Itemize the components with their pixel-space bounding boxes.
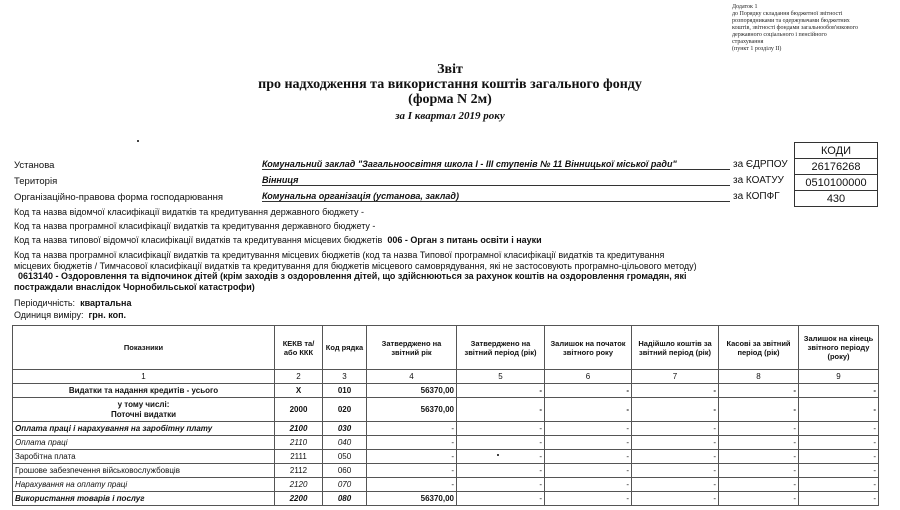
cell-received: -	[632, 478, 719, 492]
cell-approved-year: -	[367, 464, 457, 478]
table-body	[13, 384, 879, 506]
local-dept-classification	[14, 235, 542, 245]
cell-rest-end: -	[799, 478, 879, 492]
cell-code: 060	[323, 464, 367, 478]
report-form: (форма N 2м)	[408, 92, 492, 107]
cell-rest-start: -	[545, 398, 632, 422]
cell-rest-end: -	[799, 450, 879, 464]
report-title: Звіт	[437, 62, 463, 77]
col-number: 4	[367, 370, 457, 384]
cell-approved-period: -	[457, 436, 545, 450]
col-header-rest-end: Залишок на кінець звітного періоду (року)	[799, 326, 879, 370]
scan-speck	[497, 454, 499, 456]
local-dept-label: Код та назва типової відомчої класифікації видатків та кредитування місцевих бюджетів	[14, 235, 383, 245]
note-line: страхування	[732, 39, 764, 45]
col-header-rest-start: Залишок на початок звітного року	[545, 326, 632, 370]
cell-cash: -	[719, 492, 799, 506]
cell-kekv: 2111	[275, 450, 323, 464]
state-program-classification: Код та назва програмної класифікації видатків та кредитування державного бюджету -	[14, 221, 376, 231]
cell-received: -	[632, 384, 719, 398]
cell-code: 030	[323, 422, 367, 436]
col-number: 6	[545, 370, 632, 384]
cell-name: Використання товарів і послуг	[13, 492, 275, 506]
note-line: державного соціального і пенсійного	[732, 32, 827, 38]
cell-cash: -	[719, 398, 799, 422]
col-header-cash: Касові за звітний період (рік)	[719, 326, 799, 370]
institution-label: Установа	[14, 160, 55, 171]
note-line: до Порядку складання бюджетної звітності	[732, 11, 843, 17]
cell-approved-year: 56370,00	[367, 384, 457, 398]
col-number: 7	[632, 370, 719, 384]
table-row	[13, 422, 879, 436]
cell-kekv: 2000	[275, 398, 323, 422]
cell-rest-end: -	[799, 436, 879, 450]
cell-rest-start: -	[545, 422, 632, 436]
report-subtitle: про надходження та використання коштів загального фонду	[258, 77, 642, 92]
cell-cash: -	[719, 384, 799, 398]
code-koatuu: 0510100000	[795, 175, 878, 191]
table-row	[13, 478, 879, 492]
program-name: 0613140 - Оздоровлення та відпочинок дітей (крім заходів з оздоровлення дітей, що здійснюються за рахунок коштів на оздоровлення громадян, які	[18, 271, 687, 281]
cell-code: 040	[323, 436, 367, 450]
col-header-approved-period: Затверджено на звітний період (рік)	[457, 326, 545, 370]
table-row	[13, 492, 879, 506]
cell-received: -	[632, 450, 719, 464]
cell-approved-period: -	[457, 384, 545, 398]
cell-kekv: Х	[275, 384, 323, 398]
program-name-cont: постраждали внаслідок Чорнобильської катастрофи)	[14, 282, 255, 292]
cell-kekv: 2200	[275, 492, 323, 506]
cell-approved-year: -	[367, 478, 457, 492]
cell-name	[13, 398, 275, 422]
state-dept-classification: Код та назва відомчої класифікації видатків та кредитування державного бюджету -	[14, 207, 364, 217]
cell-cash: -	[719, 422, 799, 436]
report-period: за I квартал 2019 року	[395, 110, 505, 122]
note-line: (пункт 1 розділу ІІ)	[732, 46, 782, 52]
code-edrpou: 26176268	[795, 159, 878, 175]
cell-kekv: 2100	[275, 422, 323, 436]
col-number: 1	[13, 370, 275, 384]
cell-approved-year: 56370,00	[367, 492, 457, 506]
col-number: 8	[719, 370, 799, 384]
cell-kekv: 2112	[275, 464, 323, 478]
kopfg-label: за КОПФГ	[733, 191, 780, 202]
cell-approved-year: -	[367, 436, 457, 450]
institution-value: Комунальний заклад "Загальноосвітня школа I - III ступенів № 11 Вінницької міської ради"	[262, 159, 730, 170]
cell-received: -	[632, 436, 719, 450]
cell-received: -	[632, 492, 719, 506]
table-row	[13, 384, 879, 398]
cell-cash: -	[719, 464, 799, 478]
cell-name: Нарахування на оплату праці	[13, 478, 275, 492]
row-name-line: Поточні видатки	[110, 409, 177, 419]
table-row	[13, 450, 879, 464]
cell-kekv: 2120	[275, 478, 323, 492]
unit-value: грн. коп.	[88, 310, 127, 320]
table-row	[13, 436, 879, 450]
cell-name: Грошове забезпечення військовослужбовців	[13, 464, 275, 478]
table-row	[13, 398, 879, 422]
cell-approved-period: -	[457, 492, 545, 506]
cell-received: -	[632, 398, 719, 422]
cell-approved-period: -	[457, 464, 545, 478]
cell-name: Видатки та надання кредитів - усього	[13, 384, 275, 398]
cell-approved-period: -	[457, 478, 545, 492]
col-header-kekv: КЕКВ та/або ККК	[275, 326, 323, 370]
koatuu-label: за КОАТУУ	[733, 175, 784, 186]
territory-label: Територія	[14, 176, 58, 187]
legal-form-label: Організаційно-правова форма господарювання	[14, 192, 223, 203]
cell-approved-period: -	[457, 450, 545, 464]
cell-approved-period: -	[457, 422, 545, 436]
cell-cash: -	[719, 478, 799, 492]
cell-rest-end: -	[799, 492, 879, 506]
local-dept-value: 006 - Орган з питань освіти і науки	[387, 235, 542, 245]
periodicity-label: Періодичність:	[14, 298, 76, 308]
cell-name: Оплата праці і нарахування на заробітну плату	[13, 422, 275, 436]
col-header-approved-year: Затверджено на звітний рік	[367, 326, 457, 370]
unit	[14, 310, 126, 320]
col-number: 5	[457, 370, 545, 384]
codes-table	[794, 142, 878, 207]
territory-value: Вінниця	[262, 175, 730, 186]
legal-form-value: Комунальна організація (установа, заклад)	[262, 191, 730, 202]
col-header-indicator: Показники	[13, 326, 275, 370]
note-line: коштів, звітності фондами загальнообов'язкового	[732, 25, 858, 31]
cell-code: 080	[323, 492, 367, 506]
periodicity	[14, 298, 131, 308]
cell-approved-year: -	[367, 450, 457, 464]
cell-approved-period: -	[457, 398, 545, 422]
report-table	[12, 325, 879, 506]
periodicity-value: квартальна	[80, 298, 132, 308]
cell-rest-start: -	[545, 450, 632, 464]
col-number: 9	[799, 370, 879, 384]
note-line: Додаток 1	[732, 4, 758, 10]
col-header-received: Надійшло коштів за звітний період (рік)	[632, 326, 719, 370]
cell-rest-end: -	[799, 464, 879, 478]
code-kopfg: 430	[795, 191, 878, 207]
cell-code: 050	[323, 450, 367, 464]
appendix-note	[732, 4, 897, 53]
cell-rest-start: -	[545, 464, 632, 478]
cell-name: Заробітна плата	[13, 450, 275, 464]
col-number: 3	[323, 370, 367, 384]
cell-rest-end: -	[799, 422, 879, 436]
cell-code: 070	[323, 478, 367, 492]
cell-rest-start: -	[545, 478, 632, 492]
scan-speck	[137, 140, 139, 142]
cell-kekv: 2110	[275, 436, 323, 450]
cell-rest-start: -	[545, 492, 632, 506]
col-number: 2	[275, 370, 323, 384]
codes-header: КОДИ	[795, 143, 878, 159]
col-header-code: Код рядка	[323, 326, 367, 370]
cell-cash: -	[719, 436, 799, 450]
cell-received: -	[632, 464, 719, 478]
local-program-classification: Код та назва програмної класифікації видатків та кредитування місцевих бюджетів (код та назва Типової програмної класифікації видатків та кредитування	[14, 250, 665, 260]
table-row	[13, 464, 879, 478]
cell-name: Оплата праці	[13, 436, 275, 450]
local-program-classification-cont: місцевих бюджетів / Тимчасової класифікації видатків та кредитування для бюджетів місцевого самоврядування, які не застосовують програмно-цільового методу)	[14, 261, 697, 271]
cell-approved-year: -	[367, 422, 457, 436]
cell-rest-start: -	[545, 384, 632, 398]
note-line: розпорядниками та одержувачами бюджетних	[732, 18, 850, 24]
cell-code: 010	[323, 384, 367, 398]
cell-rest-end: -	[799, 384, 879, 398]
cell-cash: -	[719, 450, 799, 464]
cell-rest-start: -	[545, 436, 632, 450]
cell-rest-end: -	[799, 398, 879, 422]
cell-received: -	[632, 422, 719, 436]
edrpou-label: за ЄДРПОУ	[733, 159, 788, 170]
cell-approved-year: 56370,00	[367, 398, 457, 422]
unit-label: Одиниця виміру:	[14, 310, 84, 320]
row-name-line: у тому числі:	[117, 399, 170, 409]
cell-code: 020	[323, 398, 367, 422]
